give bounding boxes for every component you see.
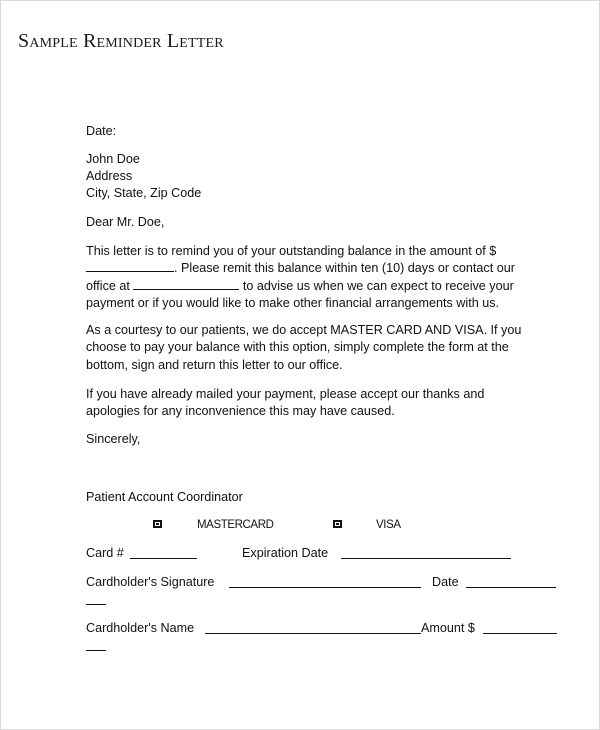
recipient-name: John Doe [86, 152, 140, 166]
mastercard-label: MASTERCARD [197, 519, 274, 531]
signature-date-field[interactable] [466, 587, 556, 588]
visa-label: VISA [376, 519, 401, 531]
para3-line1: If you have already mailed your payment, please accept our thanks and [86, 387, 485, 401]
document-title: Sample Reminder Letter [18, 30, 224, 52]
paragraph-card-payment [86, 322, 566, 374]
expiration-date-label: Expiration Date [242, 546, 329, 560]
expiration-date-field[interactable] [341, 558, 511, 559]
para1-line3b: to advise us when we can expect to receive your [242, 278, 514, 293]
para2-line2: choose to pay your balance with this option, simply complete the form at the [86, 340, 509, 355]
recipient-city-line: City, State, Zip Code [86, 186, 202, 200]
signature-title: Patient Account Coordinator [86, 490, 243, 504]
amount-field[interactable] [483, 633, 557, 634]
visa-checkbox[interactable] [333, 520, 342, 528]
para3-line2: apologies for any inconvenience this may have caused. [86, 404, 395, 419]
signature-date-field-wrap[interactable] [86, 604, 106, 605]
cardholder-signature-field[interactable] [229, 587, 421, 588]
para2-line1: As a courtesy to our patients, we do accept MASTER CARD AND VISA. If you [86, 323, 522, 337]
salutation: Dear Mr. Doe, [86, 215, 165, 229]
amount-blank [86, 260, 174, 272]
paragraph-balance-reminder [86, 243, 566, 312]
date-label: Date: [86, 124, 117, 138]
cardholder-name-field[interactable] [205, 633, 421, 634]
paragraph-already-paid [86, 386, 566, 421]
para1-line2: . Please remit this balance within ten (10) days or contact our [174, 261, 515, 276]
closing: Sincerely, [86, 432, 141, 446]
card-number-field[interactable] [130, 558, 197, 559]
para1-line4: payment or if you would like to make other financial arrangements with us. [86, 295, 499, 310]
mastercard-checkbox[interactable] [153, 520, 162, 528]
para1-line1: This letter is to remind you of your outstanding balance in the amount of $ [86, 244, 497, 258]
signature-date-label: Date [432, 575, 459, 589]
cardholder-signature-label: Cardholder's Signature [86, 575, 215, 589]
cardholder-name-label: Cardholder's Name [86, 621, 195, 635]
office-phone-blank [133, 278, 239, 290]
recipient-address: Address [86, 169, 133, 183]
para1-line3a: office at [86, 278, 130, 293]
card-number-label: Card # [86, 546, 124, 560]
amount-label: Amount $ [421, 621, 475, 635]
amount-field-wrap[interactable] [86, 650, 106, 651]
para2-line3: bottom, sign and return this letter to our office. [86, 357, 343, 372]
